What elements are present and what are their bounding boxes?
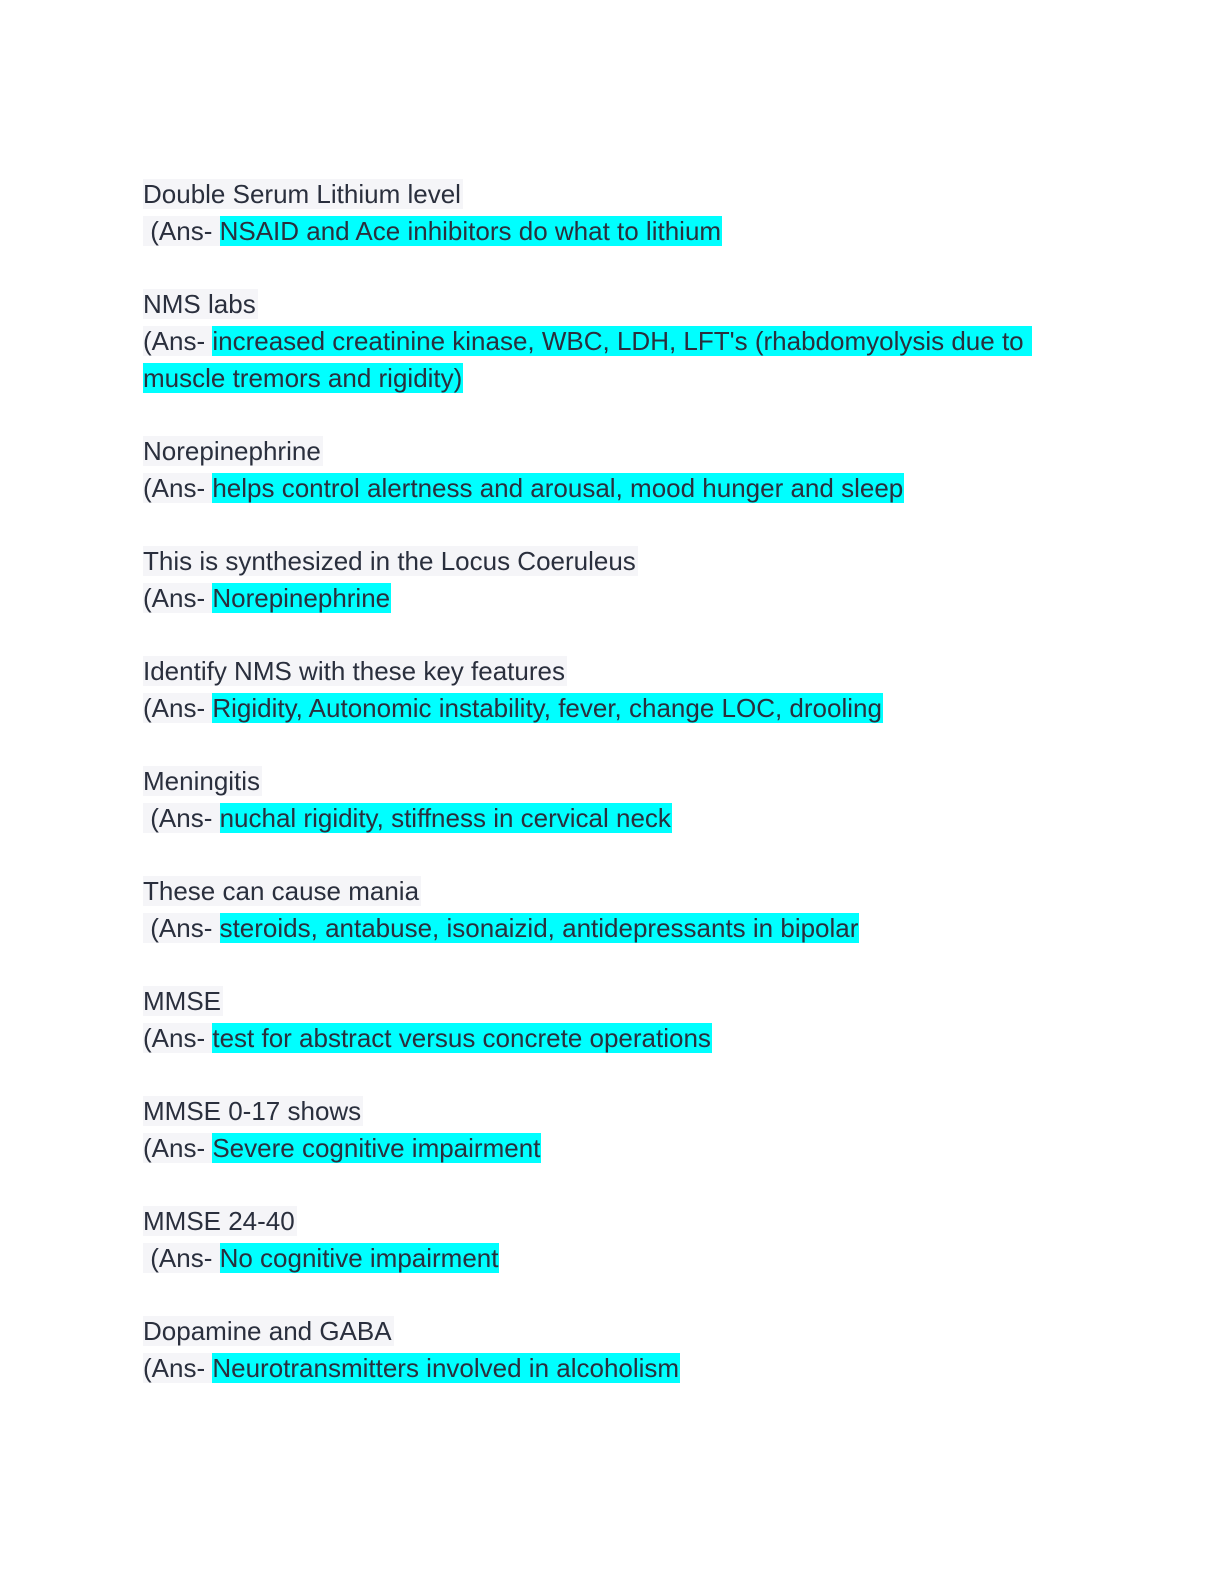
answer-highlight: Norepinephrine: [212, 583, 391, 613]
answer-prefix: (Ans-: [143, 583, 213, 613]
flashcard: [143, 1313, 1103, 1387]
flashcard: [143, 286, 1103, 397]
flashcard: [143, 1203, 1103, 1277]
answer-prefix: (Ans-: [143, 913, 220, 943]
question-line: [143, 433, 1103, 470]
question-text: Dopamine and GABA: [143, 1316, 392, 1346]
question-text: These can cause mania: [143, 876, 420, 906]
answer-highlight: Severe cognitive impairment: [212, 1133, 541, 1163]
flashcard: [143, 433, 1103, 507]
answer-highlight: Neurotransmitters involved in alcoholism: [212, 1353, 680, 1383]
question-line: [143, 286, 1103, 323]
answer-prefix: (Ans-: [143, 693, 213, 723]
answer-highlight: NSAID and Ace inhibitors do what to lithium: [219, 216, 722, 246]
flashcard: [143, 983, 1103, 1057]
answer-line: [143, 1240, 1103, 1277]
question-line: [143, 1313, 1103, 1350]
answer-prefix: (Ans-: [143, 216, 220, 246]
answer-line: [143, 323, 1063, 397]
question-line: [143, 653, 1103, 690]
answer-line: [143, 800, 1103, 837]
question-line: [143, 176, 1103, 213]
question-text: Norepinephrine: [143, 436, 321, 466]
answer-prefix: (Ans-: [143, 803, 220, 833]
flashcard: [143, 653, 1103, 727]
answer-prefix: (Ans-: [143, 1353, 213, 1383]
answer-line: [143, 910, 1103, 947]
question-line: [143, 1203, 1103, 1240]
answer-highlight: No cognitive impairment: [219, 1243, 499, 1273]
flashcard: [143, 873, 1103, 947]
question-text: This is synthesized in the Locus Coeruleus: [143, 546, 636, 576]
question-line: [143, 873, 1103, 910]
flashcard: [143, 176, 1103, 250]
answer-highlight: Rigidity, Autonomic instability, fever, change LOC, drooling: [212, 693, 882, 723]
question-text: MMSE 24-40: [143, 1206, 295, 1236]
flashcard: [143, 1093, 1103, 1167]
answer-line: [143, 690, 1103, 727]
answer-prefix: (Ans-: [143, 1023, 213, 1053]
answer-highlight: helps control alertness and arousal, mood hunger and sleep: [212, 473, 904, 503]
question-line: [143, 763, 1103, 800]
question-line: [143, 1093, 1103, 1130]
answer-line: [143, 470, 1103, 507]
answer-line: [143, 1130, 1103, 1167]
question-line: [143, 543, 1103, 580]
answer-highlight: nuchal rigidity, stiffness in cervical neck: [219, 803, 671, 833]
answer-line: [143, 1020, 1103, 1057]
question-text: Meningitis: [143, 766, 261, 796]
answer-line: [143, 1350, 1103, 1387]
answer-prefix: (Ans-: [143, 326, 213, 356]
question-text: NMS labs: [143, 289, 256, 319]
answer-line: [143, 580, 1103, 617]
answer-highlight: increased creatinine kinase, WBC, LDH, LFT's (rhabdomyolysis due to muscle tremors and rigidity): [143, 326, 1031, 393]
question-text: MMSE 0-17 shows: [143, 1096, 362, 1126]
question-text: Double Serum Lithium level: [143, 179, 461, 209]
answer-line: [143, 213, 1103, 250]
answer-prefix: (Ans-: [143, 1133, 213, 1163]
answer-highlight: test for abstract versus concrete operations: [212, 1023, 711, 1053]
question-text: MMSE: [143, 986, 221, 1016]
question-line: [143, 983, 1103, 1020]
answer-prefix: (Ans-: [143, 473, 213, 503]
answer-prefix: (Ans-: [143, 1243, 220, 1273]
answer-highlight: steroids, antabuse, isonaizid, antidepressants in bipolar: [219, 913, 859, 943]
flashcard: [143, 543, 1103, 617]
flashcard: [143, 763, 1103, 837]
question-text: Identify NMS with these key features: [143, 656, 565, 686]
